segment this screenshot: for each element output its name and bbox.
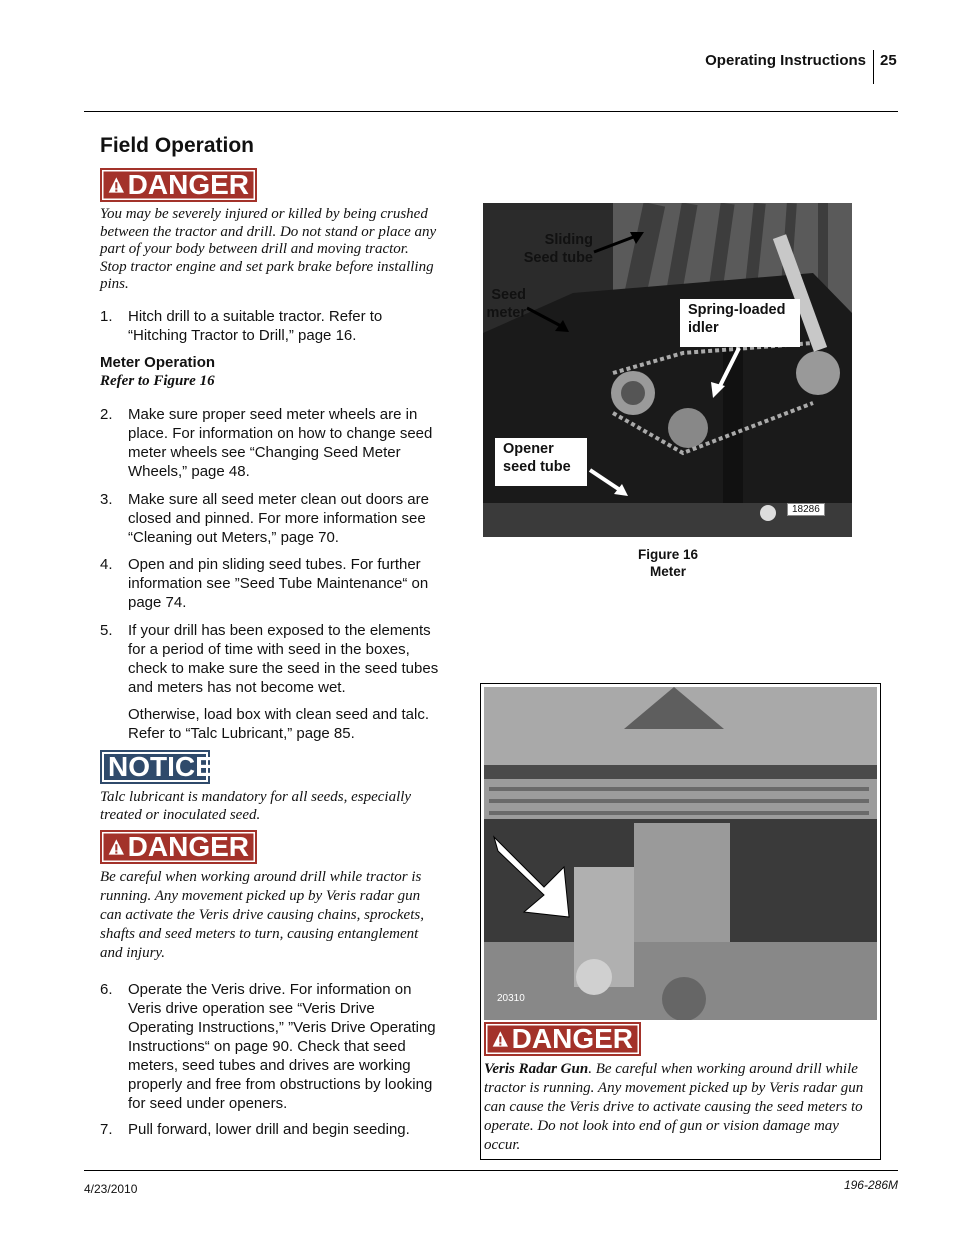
radar-gun-photo — [484, 687, 877, 1020]
list-item — [100, 980, 440, 1113]
list-number: 7. — [100, 1121, 113, 1138]
page-number: 25 — [880, 52, 897, 69]
danger-badge — [100, 168, 257, 202]
danger-text: You may be severely injured or killed by being crushed between the tractor and drill. Do not stand or place any part of your body between drill and moving tractor. Stop tractor engine and set park brake before installing pins. — [100, 206, 437, 292]
danger-text: Be careful when working around drill while tractor is running. Any movement picked up by Veris radar gun can activate the Veris drive causing chains, sprockets, shafts and seed meters to turn, causing entanglement and injury. — [100, 869, 424, 961]
list-text: Make sure proper seed meter wheels are in place. For information on how to change seed meter wheels see “Changing Seed Meter Wheels,” page 48. — [128, 406, 433, 480]
header-section-title: Operating Instructions — [705, 52, 866, 69]
list-number: 3. — [100, 491, 113, 508]
photo-id: 18286 — [787, 503, 825, 516]
arrow-icon — [705, 346, 745, 401]
arrow-icon — [525, 304, 575, 336]
danger-badge — [100, 830, 257, 864]
danger-badge — [484, 1022, 641, 1056]
list-text: Pull forward, lower drill and begin seeding. — [128, 1121, 410, 1138]
list-number: 4. — [100, 556, 113, 573]
arrow-icon — [592, 228, 652, 258]
warning-triangle-icon — [108, 836, 125, 858]
label-spring-loaded-idler: Spring-loaded idler — [680, 299, 800, 347]
figure-caption-title: Meter — [649, 564, 686, 579]
list-text: If your drill has been exposed to the elements for a period of time with seed in the boxes, check to make sure the seed in the seed tubes and meters has not become wet. — [128, 622, 439, 696]
list-text: Open and pin sliding seed tubes. For further information see ”Seed Tube Maintenance“ on page 74. — [128, 556, 429, 611]
warning-triangle-icon — [108, 174, 125, 196]
list-text: Make sure all seed meter clean out doors are closed and pinned. For more information see “Cleaning out Meters,” page 70. — [128, 491, 429, 546]
footer-rule — [84, 1170, 898, 1171]
danger-label: DANGER — [127, 831, 249, 862]
list-text: Hitch drill to a suitable tractor. Refer to “Hitching Tractor to Drill,” page 16. — [128, 308, 383, 344]
list-item — [100, 555, 440, 612]
footer-date: 4/23/2010 — [84, 1182, 138, 1196]
list-continuation: Otherwise, load box with clean seed and talc. Refer to “Talc Lubricant,” page 85. — [128, 706, 430, 742]
list-number: 2. — [100, 406, 113, 423]
radar-gun-warning: . Be careful when working around drill while tractor is running. Any movement picked up by Veris radar gun can cause the Veris drive to activate causing the seed meters to operate. Do not look into end of gun or vision damage may occur. — [484, 1061, 864, 1153]
arrow-icon — [588, 466, 638, 501]
section-heading: Meter Operation — [100, 354, 216, 371]
list-item — [100, 307, 440, 345]
list-item — [100, 405, 440, 481]
list-number: 1. — [100, 308, 113, 325]
notice-badge — [100, 750, 214, 784]
radar-gun-photo-illustration — [484, 687, 877, 1020]
footer-document-number: 196-286M — [843, 1178, 898, 1192]
danger-label: DANGER — [127, 169, 249, 200]
header-rule — [84, 111, 898, 112]
danger-label: DANGER — [511, 1023, 633, 1054]
notice-text: Talc lubricant is mandatory for all seeds, especially treated or inoculated seed. — [100, 789, 412, 823]
figure-caption-number: Figure 16 — [637, 547, 699, 562]
list-item — [100, 1120, 440, 1139]
radar-gun-title: Veris Radar Gun — [484, 1061, 589, 1077]
list-text: Operate the Veris drive. For information on Veris drive operation see “Veris Drive Operating Instructions,” ”Veris Drive Operating Instructions“ on page 90. Check that seed meters, seed tubes and drives are working properly and free from obstructions by looking for seed under openers. — [128, 981, 436, 1112]
warning-triangle-icon — [492, 1028, 509, 1050]
list-item — [100, 621, 440, 697]
radar-gun-danger-text — [484, 1060, 876, 1155]
photo-id: 20310 — [497, 993, 525, 1004]
page-title: Field Operation — [100, 134, 255, 157]
header-divider — [873, 50, 874, 84]
label-sliding-seed-tube: Sliding Seed tube — [523, 232, 593, 266]
notice-label: NOTICE — [108, 751, 214, 782]
label-opener-seed-tube: Opener seed tube — [495, 438, 587, 486]
list-number: 6. — [100, 981, 113, 998]
label-seed-meter: Seed meter — [486, 287, 526, 321]
figure-reference: Refer to Figure 16 — [100, 373, 215, 389]
list-item — [100, 490, 440, 547]
list-number: 5. — [100, 622, 113, 639]
